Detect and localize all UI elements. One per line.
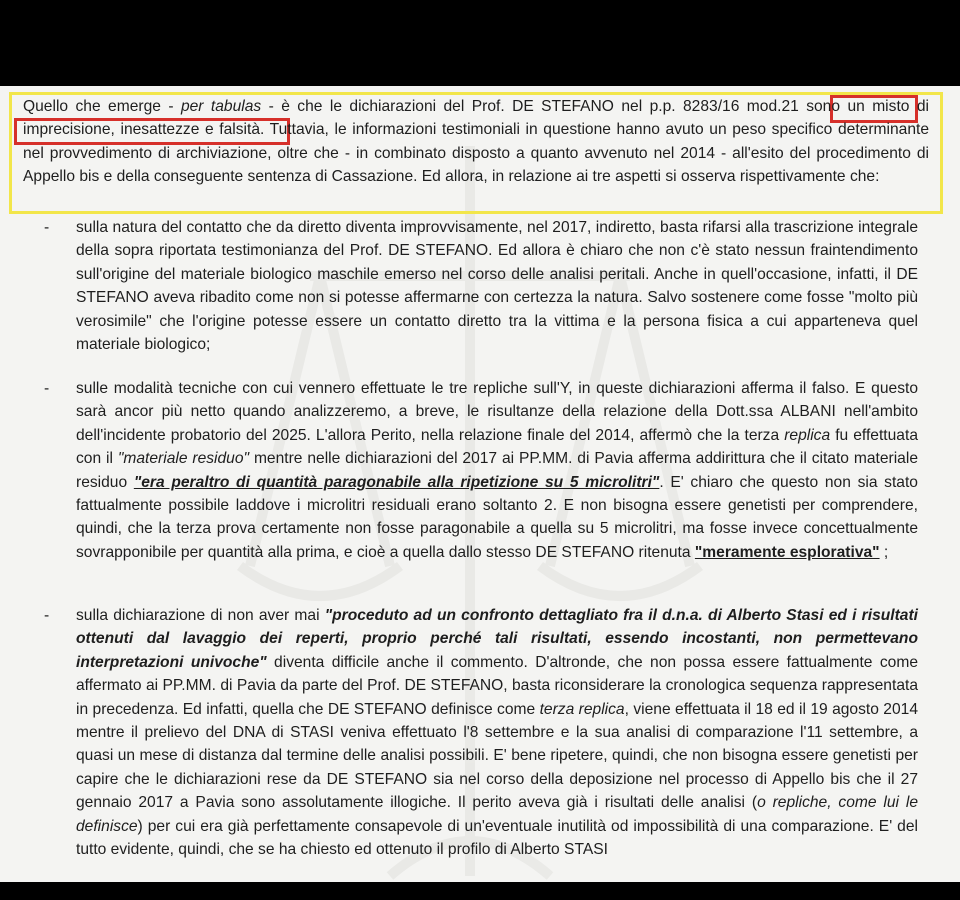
- intro-text-2: - è che le dichiarazioni del Prof. DE STEFANO nel p.p. 8283/16 mod.21 sono un misto di imprecisione, inesattezze e falsità. Tuttavia, le informazioni testimoniali in questione hanno avuto un peso specifico determinante nel provvedimento di archiviazione, oltre che - in combinato disposto a quanto avvenuto nel 2014 - all'esito del procedimento di Appello bis e della conseguente sentenza di Cassazione. Ed allora, in relazione ai tre aspetti si osserva rispettivamente che:: [23, 98, 930, 186]
- intro-emphasis: per tabulas: [180, 98, 262, 115]
- bullet-marker-2: -: [44, 380, 50, 397]
- b2-text-3: mentre nelle dichiarazioni del 2017 ai PP.MM. di Pavia afferma addirittura che il citato materiale residuo: [76, 450, 918, 491]
- b2-text-2: fu effettuata con il: [76, 426, 918, 468]
- b2-quote-microlitri: "era peraltro di quantità paragonabile alla ripetizione su 5 microlitri": [133, 473, 660, 491]
- b3-text-2: diventa difficile anche il commento. D'altronde, che non possa essere fattualmente come affermato ai PP.MM. di Pavia da parte del Prof. DE STEFANO, basta riconsiderare la cronologica sequenza rappresentata in precedenza. Ed infatti, quella che DE STEFANO definisce come: [76, 653, 918, 718]
- b3-text-3: , viene effettuata il 18 ed il 19 agosto 2014 mentre il prelievo del DNA di STASI veniva effettuato l'8 settembre e la sua analisi di comparazione l'11 settembre, a quasi un mese di distanza dal termine delle analisi possibili. E' bene ripetere, quindi, che non bisogna essere genetisti per capire che le dichiarazioni rese da DE STEFANO sia nel corso della deposizione nel processo di Appello bis che il 27 gennaio 2017 a Pavia sono assolutamente illogiche. Il perito aveva già i risultati delle analisi (: [76, 700, 918, 812]
- document-page: [0, 86, 960, 882]
- bullet-marker-3: -: [44, 607, 50, 624]
- top-black-bar: [0, 0, 960, 86]
- bullet-paragraph-3: [76, 604, 918, 861]
- b2-text-4: . E' chiaro che questo non sia stato fattualmente possibile laddove i microlitri residuali erano soltanto 2. E non bisogna essere genetisti per comprendere, quindi, che la terza prova certamente non fosse paragonabile a quella su 5 microlitri, ma fosse invece concettualmente sovrapponibile per quantità alla prima, e cioè a quella dallo stesso DE STEFANO ritenuta: [76, 473, 918, 561]
- bullet-paragraph-2: [76, 377, 918, 564]
- b2-text-1: sulle modalità tecniche con cui vennero effettuate le tre repliche sull'Y, in queste dichiarazioni afferma il falso. E questo sarà ancor più netto quando analizzeremo, a breve, le risultanze della relazione della Dott.ssa ALBANI nell'ambito dell'incidente probatorio del 2025. L'allora Perito, nella relazione finale del 2014, affermò che la terza: [76, 380, 918, 444]
- bullet-marker-1: -: [44, 219, 50, 236]
- b3-emphasis-terza: terza replica: [539, 700, 625, 718]
- b2-text-5: ;: [879, 543, 889, 561]
- intro-text-1: Quello che emerge -: [23, 98, 181, 115]
- b2-emphasis-materiale: "materiale residuo": [117, 450, 250, 468]
- b3-quote: "proceduto ad un confronto dettagliato fra il d.n.a. di Alberto Stasi ed i risultati ottenuti dal lavaggio dei reperti, proprio perché tali risultati, essendo incostanti, non permettevano interpretazioni univoche": [76, 607, 918, 671]
- b2-quote-esplorativa: "meramente esplorativa": [694, 543, 880, 561]
- bullet-paragraph-1: sulla natura del contatto che da diretto diventa improvvisamente, nel 2017, indiretto, basta rifarsi alla trascrizione integrale della sopra riportata testimonianza del Prof. DE STEFANO. Ed allora è chiaro che non c'è stato nessun fraintendimento sull'origine del materiale biologico maschile emerso nel corso delle analisi peritali. Anche in quell'occasione, infatti, il DE STEFANO aveva ribadito come non si potesse affermarne con certezza la natura. Salvo sostenere come fosse "molto più verosimile" che l'origine potesse essere un contatto diretto tra la vittima e la persona fisica a cui apparteneva quel materiale biologico;: [76, 219, 918, 354]
- b2-emphasis-replica: replica: [784, 426, 831, 444]
- bottom-black-bar: [0, 882, 960, 900]
- b3-text-4: ) per cui era già perfettamente consapevole di un'eventuale inutilità od impossibilità di una comparazione. E' del tutto evidente, quindi, che se ha chiesto ed ottenuto il profilo di Alberto STASI: [76, 817, 918, 859]
- b3-emphasis-repliche: o repliche, come lui le definisce: [76, 794, 918, 835]
- b3-text-1: sulla dichiarazione di non aver mai: [76, 607, 325, 624]
- intro-paragraph: [23, 95, 929, 189]
